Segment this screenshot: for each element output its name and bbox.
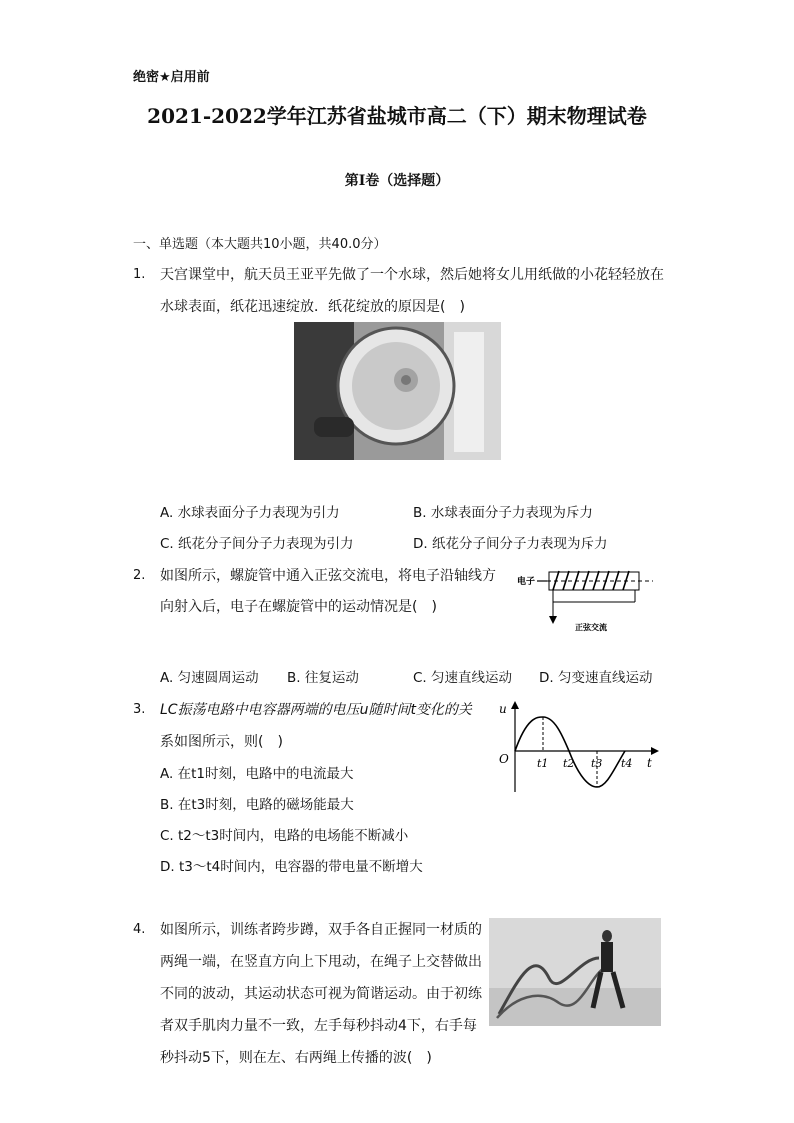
secret-label: 绝密★启用前 xyxy=(133,70,210,85)
q3-option-b: B. 在t3时刻，电路的磁场能最大 xyxy=(160,797,354,813)
q4-battle-rope-photo xyxy=(489,918,661,1026)
q1-line-2: 水球表面，纸花迅速绽放．纸花绽放的原因是( ) xyxy=(160,299,465,315)
q2-option-d: D. 匀变速直线运动 xyxy=(539,670,653,686)
q4-line-3: 不同的波动，其运动状态可视为简谐运动。由于初练 xyxy=(160,986,482,1002)
section-heading: 一、单选题（本大题共10小题，共40.0分） xyxy=(133,237,387,252)
q4-line-4: 者双手肌肉力量不一致，左手每秒抖动4下，右手每 xyxy=(160,1018,477,1034)
water-ball-image xyxy=(294,322,501,460)
tick-t1: t1 xyxy=(537,757,549,770)
axis-u-label: u xyxy=(499,702,507,716)
axis-t-label: t xyxy=(647,756,652,770)
q4-line-1: 如图所示，训练者跨步蹲，双手各自正握同一材质的 xyxy=(160,922,482,938)
electron-label: 电子 xyxy=(517,577,536,587)
q1-option-c: C. 纸花分子间分子力表现为引力 xyxy=(160,536,354,552)
q3-line-1: LC振荡电路中电容器两端的电压u随时间t变化的关 xyxy=(160,702,472,718)
q2-line-1: 如图所示，螺旋管中通入正弦交流电，将电子沿轴线方 xyxy=(160,568,496,584)
q2-line-2: 向射入后，电子在螺旋管中的运动情况是( ) xyxy=(160,599,437,615)
q3-option-c: C. t2～t3时间内，电路的电场能不断减小 xyxy=(160,828,409,844)
q2-option-a: A. 匀速圆周运动 xyxy=(160,670,259,686)
battle-rope-image xyxy=(489,918,661,1026)
q1-line-1: 天宫课堂中，航天员王亚平先做了一个水球，然后她将女儿用纸做的小花轻轻放在 xyxy=(160,267,664,283)
q1-option-d: D. 纸花分子间分子力表现为斥力 xyxy=(413,536,608,552)
q1-option-a: A. 水球表面分子力表现为引力 xyxy=(160,505,340,521)
q1-option-b: B. 水球表面分子力表现为斥力 xyxy=(413,505,593,521)
q4-line-2: 两绳一端，在竖直方向上下甩动，在绳子上交替做出 xyxy=(160,954,482,970)
tick-t2: t2 xyxy=(563,757,575,770)
origin-label: O xyxy=(499,752,509,766)
volume-title: 第I卷（选择题） xyxy=(344,173,450,189)
q2-number: 2. xyxy=(133,568,146,583)
q2-option-b: B. 往复运动 xyxy=(287,670,359,686)
q4-number: 4. xyxy=(133,922,146,937)
q3-option-a: A. 在t1时刻，电路中的电流最大 xyxy=(160,766,354,782)
q3-option-d: D. t3～t4时间内，电容器的带电量不断增大 xyxy=(160,859,423,875)
tick-t4: t4 xyxy=(621,757,633,770)
q3-uv-graph xyxy=(493,697,663,797)
page-title: 2021-2022学年江苏省盐城市高二（下）期末物理试卷 xyxy=(147,104,647,128)
q3-line-2: 系如图所示，则( ) xyxy=(160,734,283,750)
tick-t3: t3 xyxy=(591,757,603,770)
q1-number: 1. xyxy=(133,267,146,282)
q2-solenoid-diagram xyxy=(513,566,663,636)
ac-current-label: 正弦交流 xyxy=(575,622,607,632)
q4-line-5: 秒抖动5下，则在左、右两绳上传播的波( ) xyxy=(160,1050,432,1066)
q2-option-c: C. 匀速直线运动 xyxy=(413,670,513,686)
q3-number: 3. xyxy=(133,702,146,717)
q1-water-ball-photo xyxy=(294,322,501,460)
